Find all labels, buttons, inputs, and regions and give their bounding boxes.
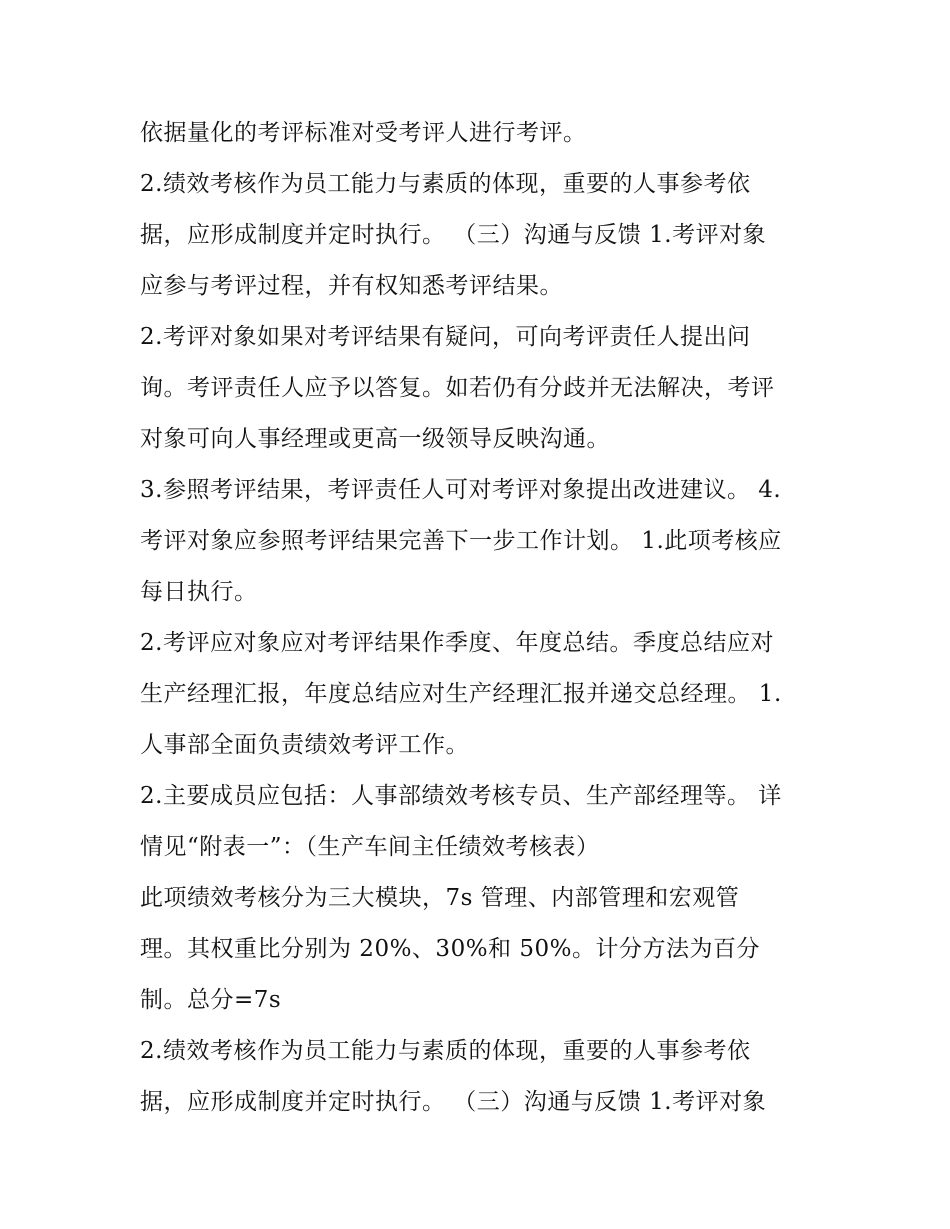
text-line: 据，应形成制度并定时执行。 （三）沟通与反馈 1.考评对象: [140, 1089, 767, 1115]
text-line: 制。总分=7s: [140, 987, 282, 1013]
text-line: 每日执行。: [140, 579, 258, 605]
text-line: 生产经理汇报，年度总结应对生产经理汇报并递交总经理。 1.: [140, 681, 782, 707]
text-line: 依据量化的考评标准对受考评人进行考评。: [140, 120, 587, 146]
text-line: 2.绩效考核作为员工能力与素质的体现，重要的人事参考依: [140, 171, 751, 197]
text-line: 人事部全面负责绩效考评工作。: [140, 732, 469, 758]
text-line: 理。其权重比分别为 20%、30%和 50%。计分方法为百分: [140, 936, 760, 962]
text-line: 2.考评对象如果对考评结果有疑问，可向考评责任人提出问: [140, 324, 751, 350]
text-line: 据，应形成制度并定时执行。 （三）沟通与反馈 1.考评对象: [140, 222, 767, 248]
text-line: 情见“附表一”：（生产车间主任绩效考核表）: [140, 834, 600, 860]
text-line: 2.考评应对象应对考评结果作季度、年度总结。季度总结应对: [140, 630, 774, 656]
text-line: 此项绩效考核分为三大模块，7s 管理、内部管理和宏观管: [140, 885, 740, 911]
document-body: [140, 108, 830, 1128]
text-line: 对象可向人事经理或更高一级领导反映沟通。: [140, 426, 610, 452]
text-line: 2.主要成员应包括：人事部绩效考核专员、生产部经理等。 详: [140, 783, 782, 809]
text-line: 3.参照考评结果，考评责任人可对考评对象提出改进建议。 4.: [140, 477, 782, 503]
text-line: 2.绩效考核作为员工能力与素质的体现，重要的人事参考依: [140, 1038, 751, 1064]
text-line: 应参与考评过程，并有权知悉考评结果。: [140, 273, 563, 299]
text-line: 考评对象应参照考评结果完善下一步工作计划。 1.此项考核应: [140, 528, 782, 554]
text-line: 询。考评责任人应予以答复。如若仍有分歧并无法解决，考评: [140, 375, 775, 401]
